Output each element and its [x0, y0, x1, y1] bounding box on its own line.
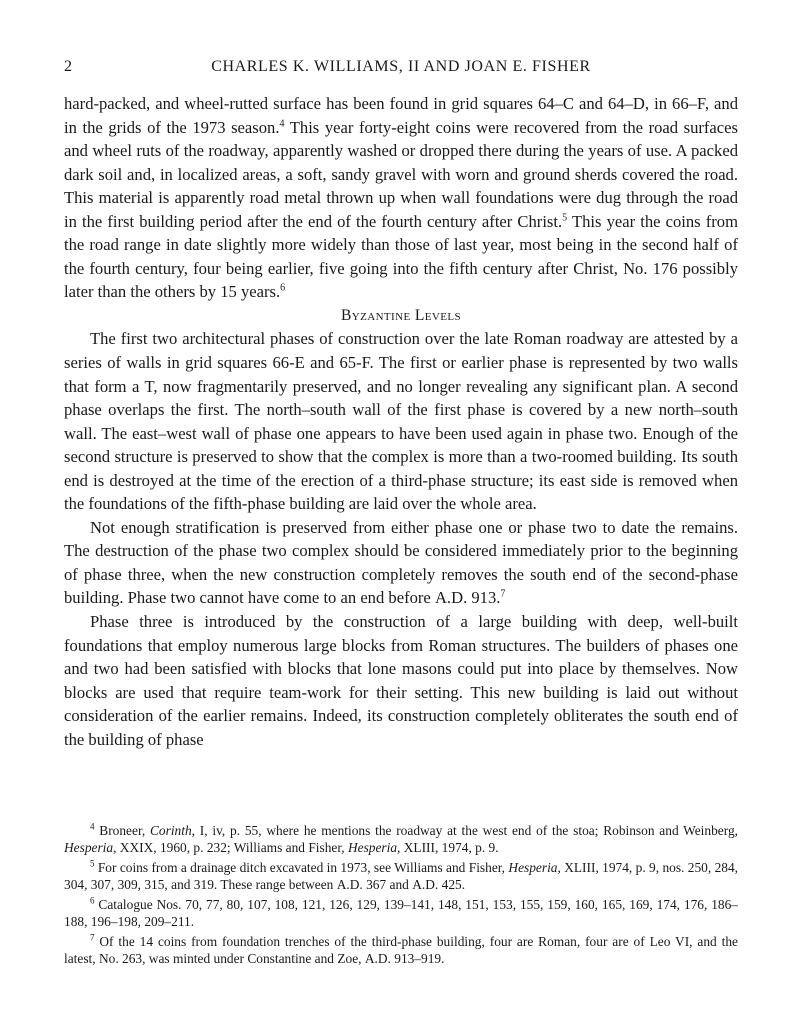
footnote-7 — [64, 933, 738, 967]
footnote-number: 4 — [90, 821, 95, 832]
footnote-6 — [64, 896, 738, 930]
text-run: hard-packed, and wheel-rutted surface has been found in grid squares 64–C and 64–D, in 66–F, and in the grids of the 1973 season. — [64, 94, 738, 137]
running-head-authors: CHARLES K. WILLIAMS, II AND JOAN E. FISHER — [211, 58, 591, 75]
footnotes — [64, 822, 738, 970]
era-abbreviation: A.D. — [412, 877, 439, 893]
footnote-ref-6[interactable]: 6 — [280, 282, 286, 294]
text-run: Of the 14 coins from foundation trenches of the third-phase building, four are Roman, four are of Leo VI, and the latest, No. 263, was minted under Constantine and Zoe, — [64, 934, 738, 967]
text-run: , XLIII, 1974, p. 9. — [397, 840, 499, 856]
text-run: , I, iv, p. 55, where he mentions the roadway at the west end of the stoa; Robinson and Weinberg, — [191, 823, 738, 838]
text-run: 913. — [467, 588, 501, 608]
italic-title: Hesperia — [508, 860, 558, 875]
text-run: 425. — [438, 877, 466, 893]
italic-title: Hesperia — [347, 840, 398, 856]
text-run: This year forty-eight coins were recovered from the road surfaces and wheel ruts of the roadway, apparently washed or dropped there during the years of use. A packed dark soil and, in localized areas, a soft, sandy gravel with worn and ground sherds covered the road. This material is apparently road metal thrown up when wall foundations were dug through the road in the first building period after the end of the fourth century after Christ. — [64, 117, 738, 231]
text-run: 367 and — [362, 877, 413, 893]
paragraph-phase-three: Phase three is introduced by the construction of a large building with deep, well-built foundations that employ numerous large blocks from Roman structures. The builders of phases one and two had been satisfied with blocks that lone masons could put into place by themselves. Now blocks are used that require team-work for their setting. This new building is laid out without consideration of the earlier remains. Indeed, its construction completely obliterates the south end of the building of phase — [64, 612, 738, 749]
italic-title: Corinth — [149, 823, 192, 838]
text-run: Catalogue Nos. 70, 77, 80, 107, 108, 121, 126, 129, 139–141, 148, 151, 153, 155, 159, 160, 165, 169, 174, 176, 186–188, 196–198, 209–211. — [64, 897, 738, 930]
running-header — [64, 58, 738, 82]
text-run: 913–919. — [390, 951, 445, 967]
footnote-5 — [64, 859, 738, 893]
paragraph-stratification — [64, 516, 738, 610]
text-run: For coins from a drainage ditch excavated in 1973, see Williams and Fisher, — [94, 860, 509, 875]
footnote-ref-5[interactable]: 5 — [562, 212, 568, 224]
footnote-4 — [64, 822, 738, 856]
text-run: Not enough stratification is preserved from either phase one or phase two to date the remains. The destruction of the phase two complex should be considered immediately prior to the beginning of phase three, when the new construction completely removes the south end of the second-phase building. Phase two cannot have come to an end before — [64, 517, 738, 608]
text-run: This year the coins from the road range in date slightly more widely than those of last year, most being in the second half of the fourth century, four being earlier, five going into the fifth century after Christ, No. 176 possibly later than the others by 15 years. — [64, 211, 738, 302]
italic-title: Hesperia — [64, 840, 114, 856]
section-heading: Byzantine Levels — [340, 306, 462, 324]
paragraph-phases-one-two: The first two architectural phases of construction over the late Roman roadway are attested by a series of walls in grid squares 66-E and 65-F. The first or earlier phase is represented by two walls that form a T, now fragmentarily preserved, and no longer revealing any significant plan. A second phase overlaps the first. The north–south wall of the first phase is covered by a new north–south wall. The east–west wall of phase one appears to have been used again in phase two. Enough of the second structure is preserved to show that the complex is more than a two-roomed building. Its south end is destroyed at the time of the erection of a third-phase structure; its east side is removed when the foundations of the fifth-phase building are laid over the whole area. — [64, 329, 738, 514]
footnote-ref-7[interactable]: 7 — [500, 588, 506, 600]
era-abbreviation: A.D. — [434, 588, 468, 608]
footnote-number: 5 — [90, 858, 95, 869]
era-abbreviation: A.D. — [336, 877, 363, 893]
footnote-ref-4[interactable]: 4 — [279, 118, 285, 130]
main-text — [64, 92, 738, 751]
page-number: 2 — [64, 58, 73, 75]
text-run: Broneer, — [94, 823, 150, 838]
footnote-number: 7 — [90, 932, 95, 943]
era-abbreviation: A.D. — [364, 951, 391, 967]
paragraph-road-surface — [64, 92, 738, 304]
footnote-number: 6 — [90, 895, 95, 906]
text-run: , XLIII, 1974, p. 9, nos. 250, 284, 304, 307, 309, 315, and 319. These range between — [64, 860, 738, 893]
text-run: , XXIX, 1960, p. 232; Williams and Fisher, — [113, 840, 348, 856]
